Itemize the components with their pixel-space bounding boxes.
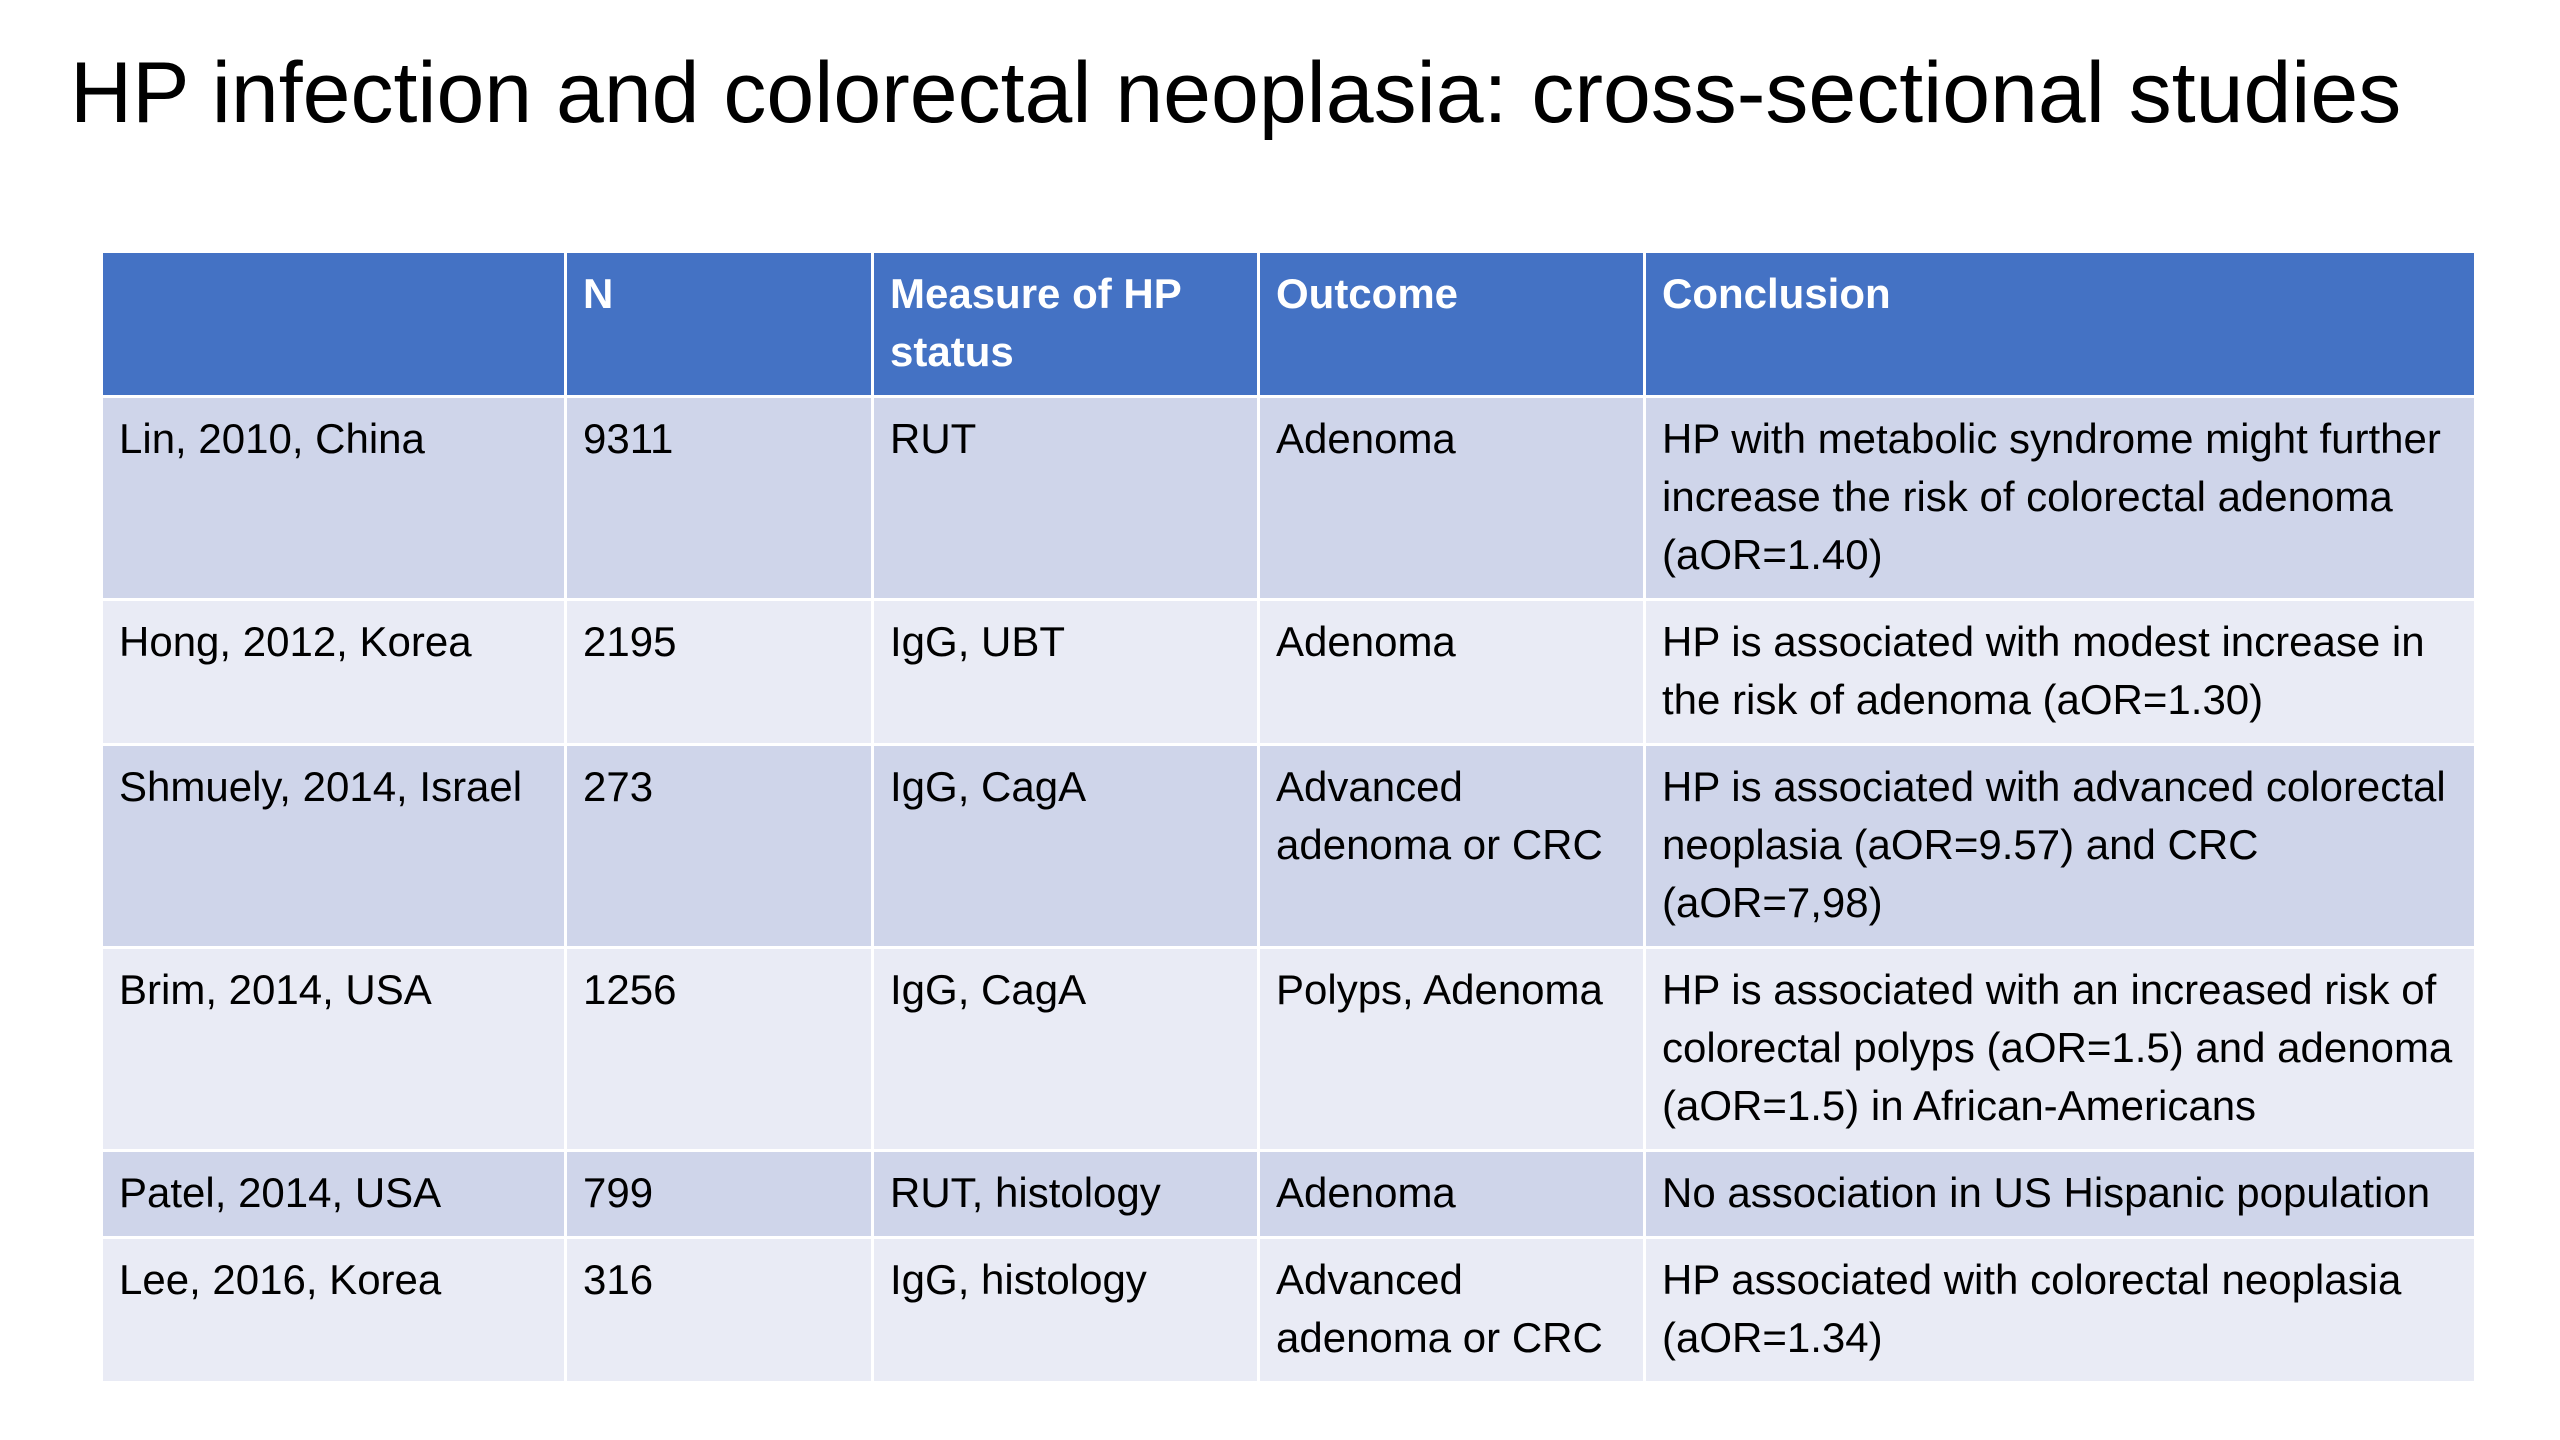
cell-outcome: Advanced adenoma or CRC [1259,1238,1645,1383]
cell-study: Patel, 2014, USA [102,1151,566,1238]
table-row [102,397,2476,600]
cell-outcome: Polyps, Adenoma [1259,948,1645,1151]
cell-n: 273 [566,745,873,948]
cell-study: Brim, 2014, USA [102,948,566,1151]
header-conclusion: Conclusion [1645,252,2476,397]
slide-title: HP infection and colorectal neoplasia: cross-sectional studies [70,45,2402,141]
cell-n: 799 [566,1151,873,1238]
table-row [102,745,2476,948]
cell-conclusion: HP is associated with advanced colorectal neoplasia (aOR=9.57) and CRC (aOR=7,98) [1645,745,2476,948]
cell-measure: RUT, histology [873,1151,1259,1238]
header-measure: Measure of HP status [873,252,1259,397]
table-row [102,1238,2476,1383]
header-outcome: Outcome [1259,252,1645,397]
cell-study: Lin, 2010, China [102,397,566,600]
header-n: N [566,252,873,397]
cell-conclusion: HP associated with colorectal neoplasia (aOR=1.34) [1645,1238,2476,1383]
table-row [102,948,2476,1151]
cell-measure: IgG, histology [873,1238,1259,1383]
studies-table-container [100,250,2474,1384]
cell-measure: IgG, CagA [873,745,1259,948]
cell-measure: IgG, UBT [873,600,1259,745]
cell-outcome: Adenoma [1259,600,1645,745]
table-row [102,600,2476,745]
cell-n: 1256 [566,948,873,1151]
cell-measure: IgG, CagA [873,948,1259,1151]
table-header-row [102,252,2476,397]
cell-conclusion: HP is associated with an increased risk of colorectal polyps (aOR=1.5) and adenoma (aOR=1.5) in African-Americans [1645,948,2476,1151]
cell-n: 316 [566,1238,873,1383]
cell-conclusion: HP is associated with modest increase in the risk of adenoma (aOR=1.30) [1645,600,2476,745]
cell-conclusion: HP with metabolic syndrome might further increase the risk of colorectal adenoma (aOR=1.40) [1645,397,2476,600]
cell-outcome: Advanced adenoma or CRC [1259,745,1645,948]
cell-n: 2195 [566,600,873,745]
cell-study: Lee, 2016, Korea [102,1238,566,1383]
cell-study: Hong, 2012, Korea [102,600,566,745]
cell-study: Shmuely, 2014, Israel [102,745,566,948]
studies-table [100,250,2477,1384]
table-row [102,1151,2476,1238]
cell-measure: RUT [873,397,1259,600]
cell-n: 9311 [566,397,873,600]
cell-outcome: Adenoma [1259,1151,1645,1238]
header-study [102,252,566,397]
cell-outcome: Adenoma [1259,397,1645,600]
cell-conclusion: No association in US Hispanic population [1645,1151,2476,1238]
